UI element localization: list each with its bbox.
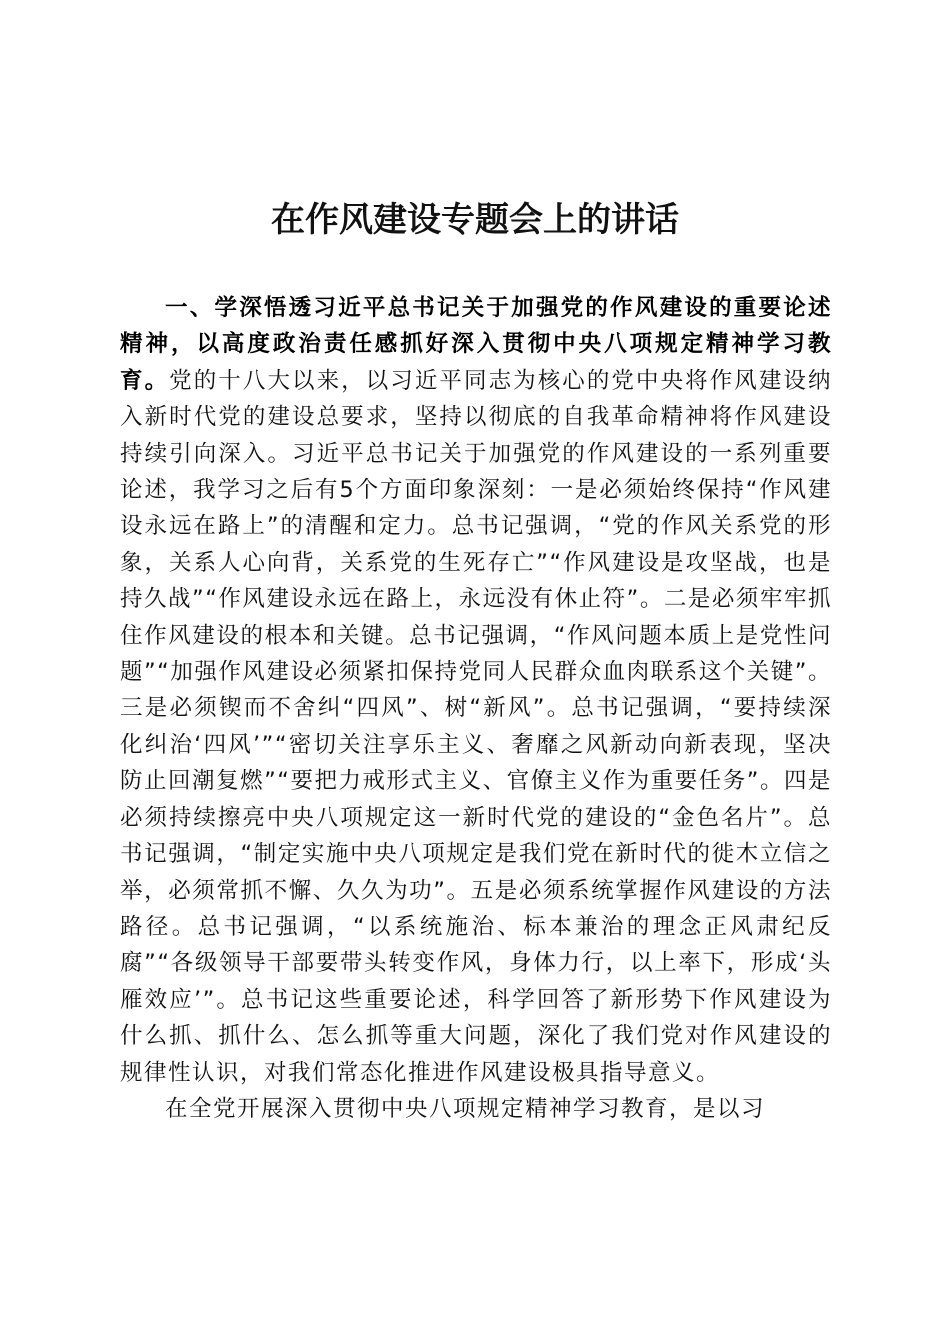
- document-title: 在作风建设专题会上的讲话: [271, 200, 679, 240]
- paragraph-2-text: 在全党开展深入贯彻中央八项规定精神学习教育，是以习: [165, 1095, 766, 1122]
- paragraph-2: [120, 1091, 832, 1127]
- paragraph-1: [120, 290, 832, 1091]
- section-heading: 一、学深悟透习近平总书记关于加强党的作风建设的重要论述精神，以高度政治责任感抓好深入贯彻中央八项规定精神学习教育。: [120, 295, 832, 394]
- paragraph-1-text: 党的十八大以来，以习近平同志为核心的党中央将作风建设纳入新时代党的建设总要求，坚持以彻底的自我革命精神将作风建设持续引向深入。习近平总书记关于加强党的作风建设的一系列重要论述，我学习之后有5个方面印象深刻：一是必须始终保持“作风建设永远在路上”的清醒和定力。总书记强调，“党的作风关系党的形象，关系人心向背，关系党的生死存亡”“作风建设是攻坚战，也是持久战”“作风建设永远在路上，永远没有休止符”。二是必须牢牢抓住作风建设的根本和关键。总书记强调，“作风问题本质上是党性问题”“加强作风建设必须紧扣保持党同人民群众血肉联系这个关键”。三是必须锲而不舍纠“四风”、树“新风”。总书记强调，“要持续深化纠治‘四风’”“密切关注享乐主义、奢靡之风新动向新表现，坚决防止回潮复燃”“要把力戒形式主义、官僚主义作为重要任务”。四是必须持续擦亮中央八项规定这一新时代党的建设的“金色名片”。总书记强调，“制定实施中央八项规定是我们党在新时代的徙木立信之举，必须常抓不懈、久久为功”。五是必须系统掌握作风建设的方法路径。总书记强调，“以系统施治、标本兼治的理念正风肃纪反腐”“各级领导干部要带头转变作风，身体力行，以上率下，形成‘头雁效应’”。总书记这些重要论述，科学回答了新形势下作风建设为什么抓、抓什么、怎么抓等重大问题，深化了我们党对作风建设的规律性认识，对我们常态化推进作风建设极具指导意义。: [120, 367, 832, 1086]
- document-body: [120, 290, 832, 1127]
